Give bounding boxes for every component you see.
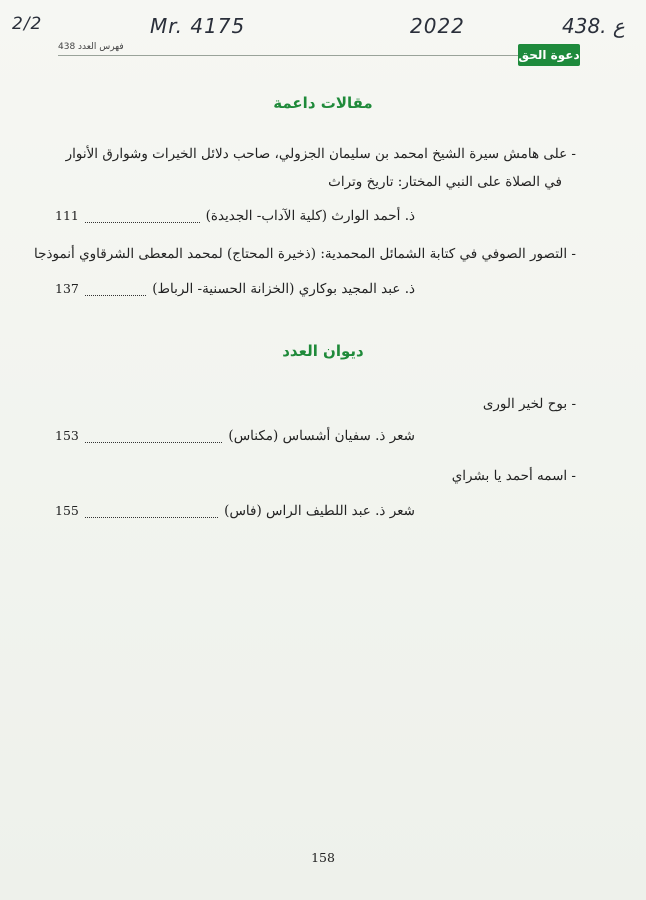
- toc-author-row: [55, 503, 415, 523]
- entry-page-number: 137: [55, 281, 79, 296]
- leader-dots: [85, 516, 218, 518]
- toc-author-row: [55, 208, 415, 228]
- handwritten-page-mark: 2/2: [12, 14, 43, 34]
- entry-page-number: 111: [55, 208, 79, 223]
- entry-page-number: 153: [55, 428, 79, 443]
- issue-label: فهرس العدد 438: [58, 42, 124, 52]
- magazine-logo: دعوة الحق: [518, 44, 580, 66]
- handwritten-reference: Mr. 4175: [150, 14, 246, 38]
- entry-title-line: - على هامش سيرة الشيخ امحمد بن سليمان الجزولي، صاحب دلائل الخيرات وشوارق الأنوار: [65, 146, 576, 162]
- leader-dots: [85, 294, 146, 296]
- entry-title-line: في الصلاة على النبي المختار: تاريخ وتراث: [328, 174, 562, 190]
- handwritten-issue: 438. ع: [562, 14, 625, 38]
- header-divider: [58, 55, 578, 56]
- entry-title-line: - اسمه أحمد يا بشراي: [451, 468, 576, 484]
- entry-author: ذ. أحمد الوارث (كلية الآداب- الجديدة): [205, 208, 415, 224]
- handwritten-year: 2022: [410, 14, 465, 38]
- entry-author: شعر ذ. سفيان أشساس (مكناس): [228, 428, 415, 444]
- toc-author-row: [55, 281, 415, 301]
- page-number: 158: [311, 850, 335, 865]
- entry-title-line: - التصور الصوفي في كتابة الشمائل المحمدية: (ذخيرة المحتاج) لمحمد المعطى الشرقاوي أنموذجا: [34, 246, 576, 262]
- section-title: مقالات داعمة: [273, 94, 373, 112]
- leader-dots: [85, 441, 223, 443]
- entry-author: ذ. عبد المجيد بوكاري (الخزانة الحسنية- الرباط): [152, 281, 415, 297]
- leader-dots: [85, 221, 200, 223]
- entry-page-number: 155: [55, 503, 79, 518]
- toc-author-row: [55, 428, 415, 448]
- entry-title-line: - بوح لخير الورى: [482, 396, 576, 412]
- section-title: ديوان العدد: [282, 342, 364, 360]
- entry-author: شعر ذ. عبد اللطيف الراس (فاس): [224, 503, 415, 519]
